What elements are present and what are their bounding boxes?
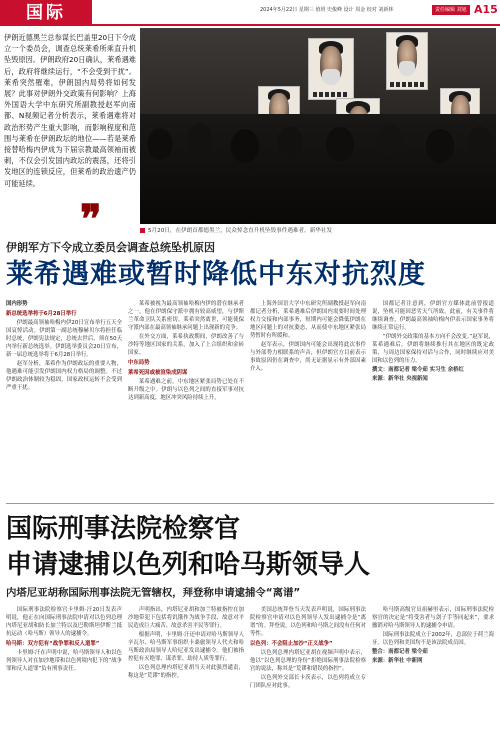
story1-section-heading: 莱希死因或被渲染成阴谋 [128,370,188,376]
story1-paragraph: 国都记者注意到，伊朗官方媒体此前曾报道说，坠机可能因恶劣天气所致。此前，有关事件将继续调查，伊朗最高领袖哈梅内伊表示国家事务将继续正常运行。 [372,301,494,331]
masthead [0,0,500,26]
section-dateline: 国内形势 [6,301,28,307]
story1-section-heading: 中东局势 [128,360,150,366]
issue-meta: 2024年5月22日 星期三 值班 史俊峰 设计 周金 校对 刘新林 [260,7,394,13]
story1-column-2 [128,300,244,496]
photo-caption: 5月20日，在伊朗首都德黑兰，民众悼念直升机坠毁事件遇难者。新华社发 [140,226,496,236]
story2-paragraph: 以色列总理内塔尼亚胡当天对此强烈谴责，称这是“荒谬”的指控。 [128,665,244,679]
story1-source: 来源：新华社 央视新闻 [372,376,428,382]
intro-summary: 伊朗近德黑兰总参谋长巴盖里20日下令成立一个委员会，调查总统莱希所乘直升机坠毁原因。伊朗政府20日确认，莱希遇难后，政府将继续运行，“不会受到干扰”。莱希突然罹难，伊朗国内局势将如何发展？此事对伊朗外交政策有何影响？上海外国语大学中东研究所副教授赵军向南都、N视频记者分析表示，莱希遇难将对政治形势产生重大影响，而影响程度和范围与莱希在伊朗政坛的地位——若是莱希接替哈梅内伊成为下届宗教最高领袖而被刺，不仅会引发国内政坛的震荡，还将引发地区的连锁反应，但莱希的政治遗产仍可能延续。 [4,33,136,188]
story2-section-heading: 哈马斯：双方犯有“战争罪和反人道罪” [6,641,100,647]
portrait-poster [308,38,354,100]
masthead-rule [92,24,500,26]
story1-paragraph: “伊朗外交政策的基本方向不会改变。”赵军说，莱希遇难后，伊朗将继续推行其在地区的既定政策，与周边国家保持对话与合作，同时继续应对美国和以色列的压力。 [372,334,494,364]
story1-paragraph: 在外交方面，莱希执政期间，伊朗改善了与沙特等地区国家的关系，加入了上合组织和金砖国家。 [128,334,244,356]
story1-column-1 [6,300,122,496]
portrait-poster [386,32,428,90]
story1-paragraph: 伊朗最高领袖哈梅内伊20日宣布举行五天全国哀悼活动。伊朗第一副总统穆赫贝尔将担任临时总统，伊朗宪法规定，总统去世后，须在50天内举行新总统选举。伊朗选举委员会20日宣布，新一届总统选举将于6月28日举行。 [6,320,122,358]
story2-paragraph: 美国总统拜登当天发表声明说，国际刑事法院检察官申请对以色列领导人发出逮捕令是“离谱”的。拜登说，以色列和哈马斯之间没有任何对等性。 [250,607,366,637]
story2-credit: 整合：南都记者 梁令茹 [372,649,428,655]
story2-column-1 [6,606,122,746]
story2-headline-line1: 国际刑事法院检察官 [6,514,241,544]
story2-column-4 [372,606,494,746]
story1-paragraph: 赵军表示，伊朗国内可能会出现将此次事件与外部势力相联系的声音，但伊朗官方目前表示事故原因仍在调查中，尚无证据显示有外部因素介入。 [250,342,366,372]
story2-paragraph: 哈马斯高级官员祖赫里表示，国际刑事法院检察官的决定是“将受害者与刽子手等同起来”，要求撤销对哈马斯领导人的逮捕令申请。 [372,607,494,629]
story2-paragraph: 根据声明，卡里姆·汗还申请对哈马斯领导人辛瓦尔、哈马斯军事组织卡桑旅领导人代夫和哈马斯政治局领导人哈尼亚发出逮捕令。他们被指控犯有灭绝罪、谋杀罪、劫持人质等罪行。 [128,632,244,662]
section-divider [6,503,494,504]
story1-paragraph: 莱希被视为最高领袖哈梅内伊的潜在继承者之一。他在伊朗保守派中拥有较高威望，与伊斯兰革命卫队关系密切。莱希突然离世，可能使保守派内部在最高领袖继承问题上出现新的竞争。 [128,301,244,331]
story2-column-3 [250,606,366,746]
story1-column-4 [372,300,494,496]
quote-mark-icon: ❞ [80,196,102,243]
story2-paragraph: 声明指出，内塔尼亚胡和加兰特被指控在加沙地带犯下包括将饥饿作为战争手段、故意对平民造成巨大痛苦、故意杀害平民等罪行。 [128,607,244,629]
story2-headline-line2: 申请逮捕以色列和哈马斯领导人 [6,550,371,580]
story2-paragraph: 国际刑事法院成立于2002年，总部位于荷兰海牙。以色列和美国均不是该法院成员国。 [372,632,494,646]
story2-paragraph: 卡里姆·汗在声明中说，哈马斯领导人和以色列领导人对在加沙地带和以色列境内犯下的“战争罪和反人道罪”负有刑事责任。 [6,650,122,672]
story2-paragraph: 国际刑事法院检察官卡里姆·汗20日发表声明说，他正在向国际刑事法院申请对以色列总理内塔尼亚胡和防长加兰特以及巴勒斯坦伊斯兰抵抗运动（哈马斯）领导人的逮捕令。 [6,607,122,637]
story1-paragraph: 上海外国语大学中东研究所副教授赵军向南都记者分析，莱希遇难后伊朗国内需要时间处理权力交接和内部事务，短期内可能会降低伊朗在地区问题上的对抗姿态，从而使中东地区紧张局势暂时有所缓和。 [250,301,366,339]
story2-paragraph: 以色列总理内塔尼亚胡在视频声明中表示，他以“以色列总理的身份”拒绝国际刑事法院检察官的说法，称其是“荒谬和错误的指控”。 [250,650,366,672]
story2-column-2 [128,606,244,746]
story2-source: 来源：新华社 中新网 [372,658,423,664]
story1-section-heading: 新总统选举将于6月28日举行 [6,311,77,317]
crowd [140,114,496,224]
story1-paragraph: 莱希遇难之前，中东地区紧张局势已处在不断升级之中。伊朗与以色列之间的直接军事对抗达到新高度，地区冲突风险持续上升。 [128,379,244,401]
news-photo [140,28,496,224]
story2-subheadline: 内塔尼亚胡称国际刑事法院无管辖权，拜登称申请逮捕令“离谱” [6,587,301,599]
story1-column-3 [250,300,366,496]
story1-paragraph: 赵军分析，莱希作为伊朗政坛的重要人物，他遇难可能引发伊朗国内权力格局的调整。不过伊朗政治体制较为稳固，国家政权运转不会受到严重干扰。 [6,361,122,391]
story1-subheadline: 伊朗军方下令成立委员会调查总统坠机原因 [6,241,215,254]
page-number: A15 [474,3,498,16]
section-label: 国际 [0,0,92,26]
editor-badge: 责任编辑 刘旭 [432,5,470,15]
story1-credit: 撰文：南都记者 梁令茹 实习生 余桥红 [372,367,464,373]
story1-headline: 莱希遇难或暂时降低中东对抗烈度 [6,259,426,290]
story2-section-heading: 以色列：不会阻止加沙“正义战争” [250,641,333,647]
story2-paragraph: 以色列外交部长卡茨表示，以色列将成立专门团队应对此事。 [250,675,366,689]
